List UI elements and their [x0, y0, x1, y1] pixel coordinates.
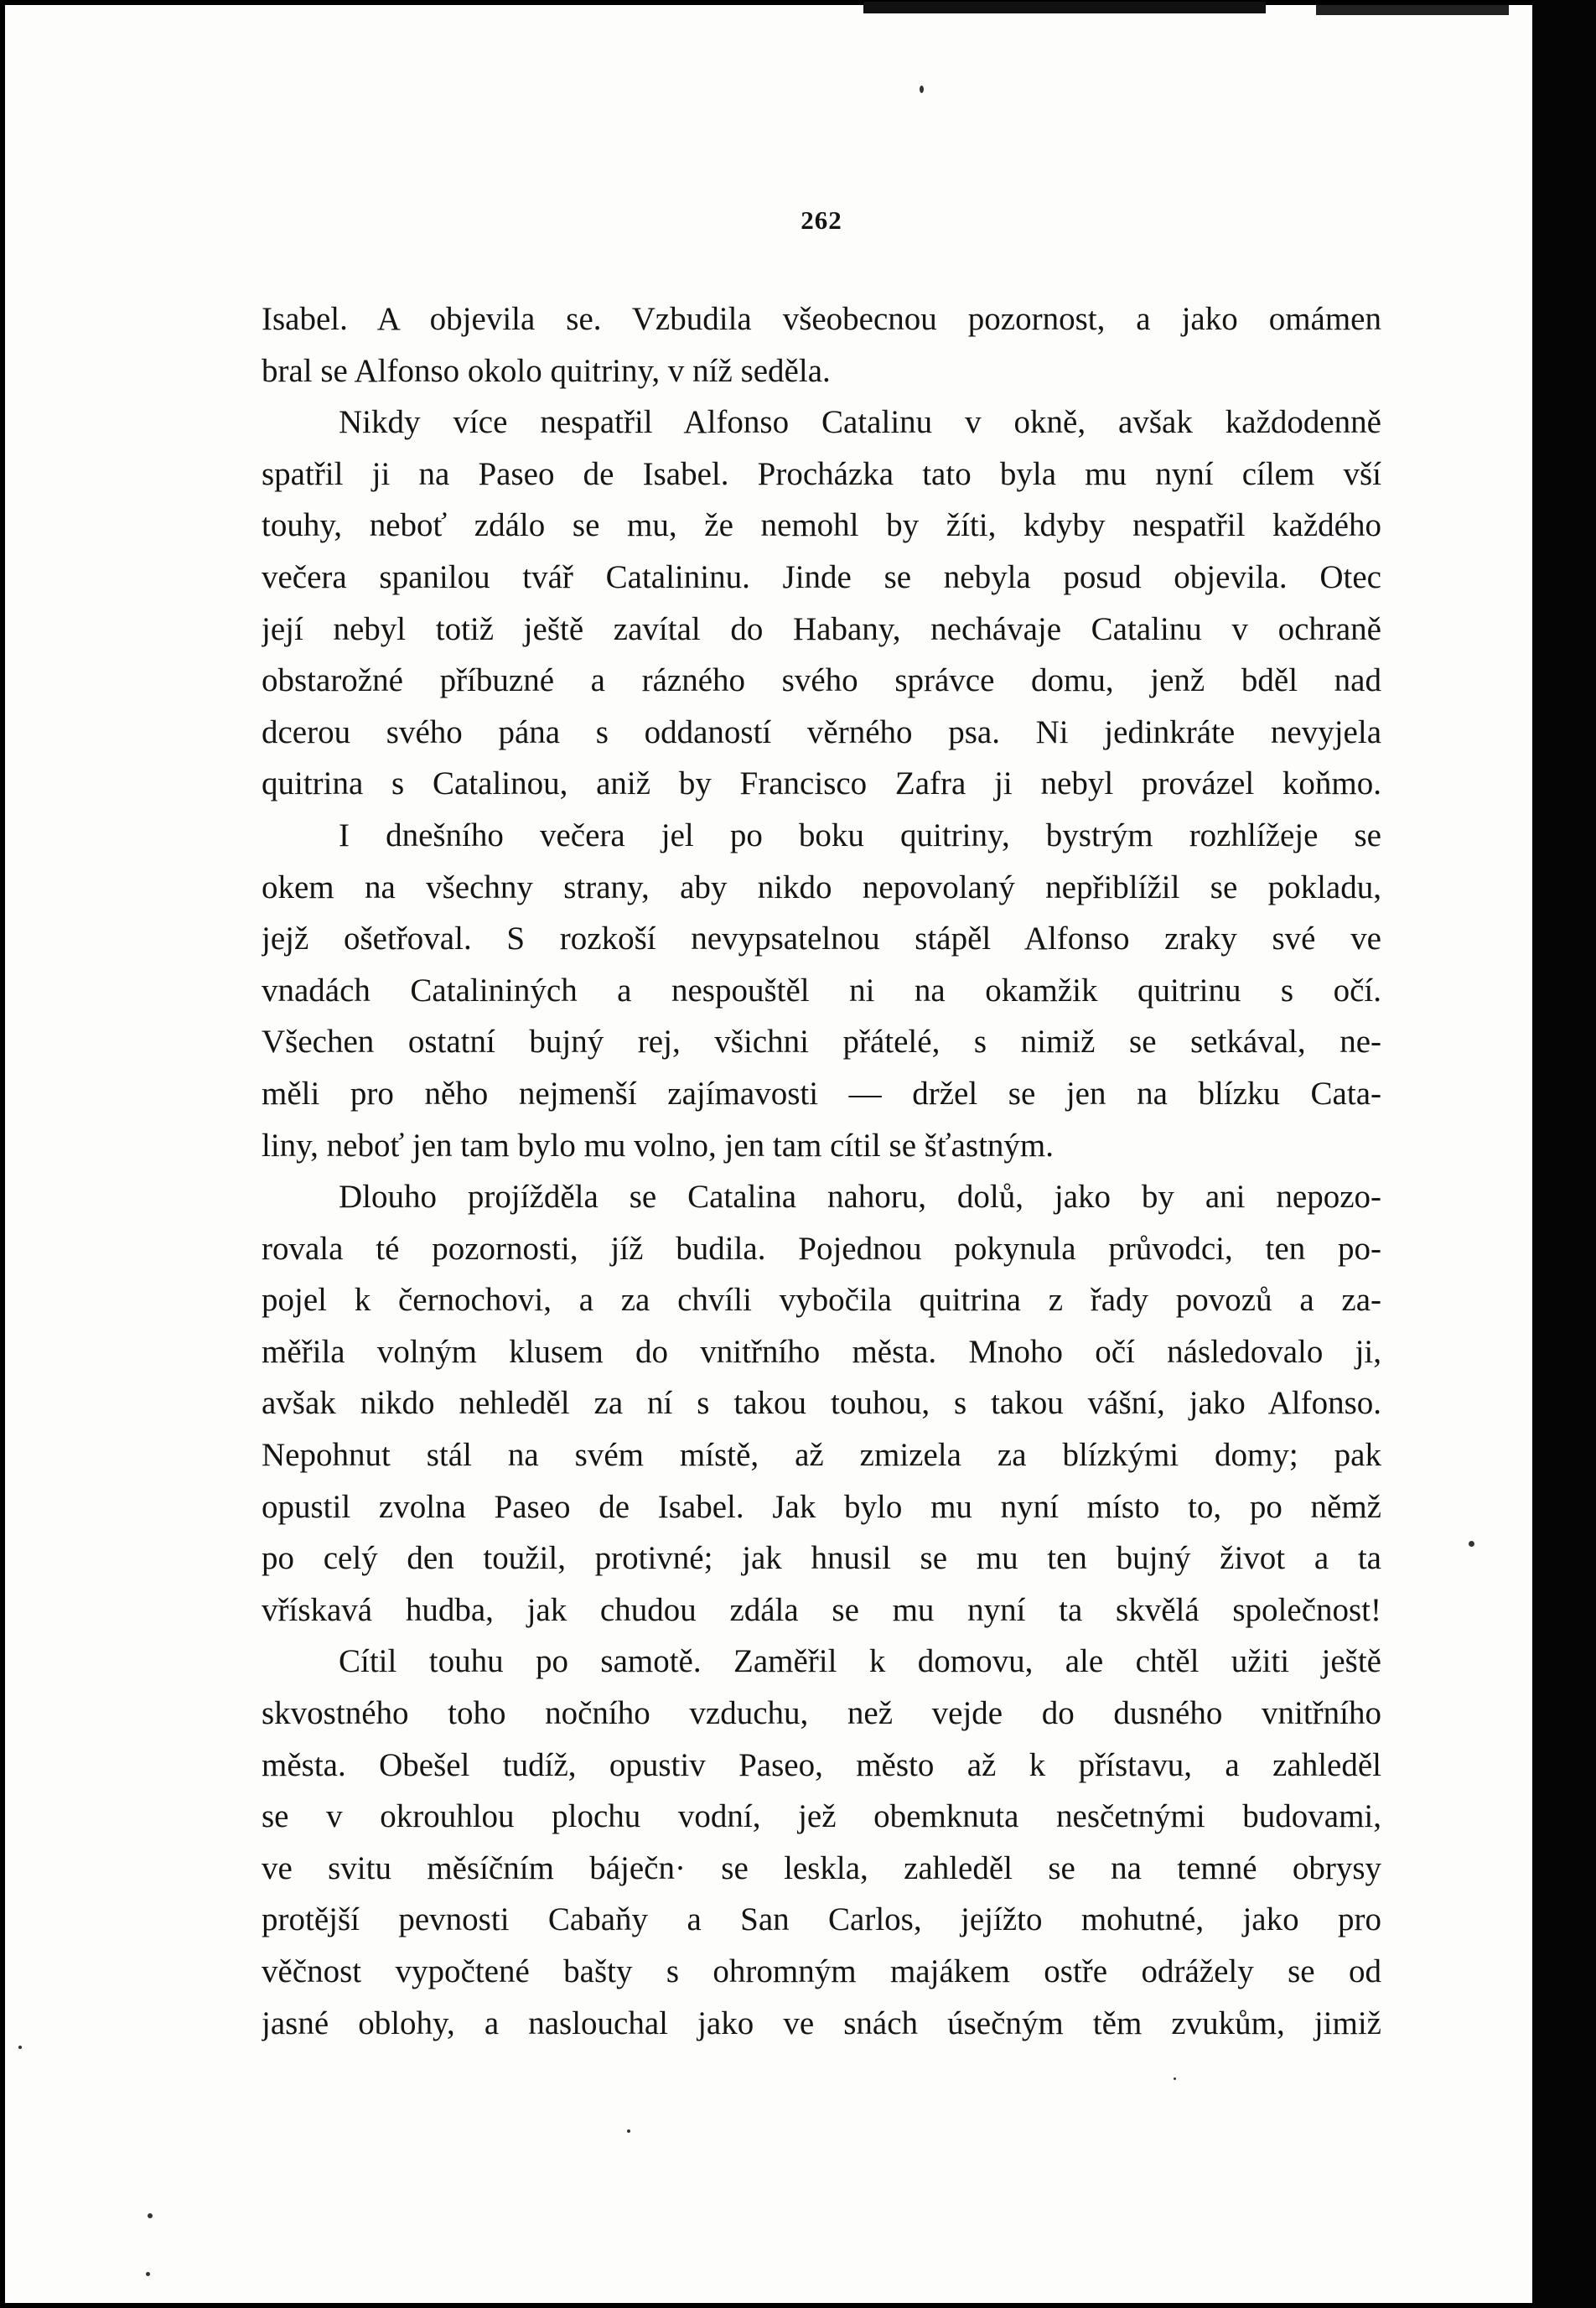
- text-line: její nebyl totiž ještě zavítal do Habany, nechávaje Catalinu v ochraně: [262, 610, 1381, 647]
- paper-speck: [1469, 1541, 1474, 1547]
- text-line: opustil zvolna Paseo de Isabel. Jak bylo mu nyní místo to, po němž: [262, 1488, 1381, 1525]
- scan-edge-mark: [863, 2, 1266, 13]
- text-line: vřískavá hudba, jak chudou zdála se mu nyní ta skvělá společnost!: [262, 1591, 1381, 1628]
- text-line: se v okrouhlou plochu vodní, jež obemknuta nesčetnými budovami,: [262, 1798, 1381, 1835]
- paper-speck: [148, 2213, 153, 2218]
- text-line: jasné oblohy, a naslouchal jako ve snách úsečným těm zvukům, jimiž: [262, 2005, 1381, 2041]
- text-line: Všechen ostatní bujný rej, všichni přátelé, s nimiž se setkával, ne-: [262, 1024, 1381, 1061]
- text-line: liny, neboť jen tam bylo mu volno, jen tam cítil se šťastným.: [262, 1127, 1054, 1164]
- text-line: dcerou svého pána s oddaností věrného psa. Ni jedinkráte nevyjela: [262, 713, 1381, 750]
- text-line: věčnost vypočtené bašty s ohromným majákem ostře odrážely se od: [262, 1953, 1381, 1989]
- text-line: rovala té pozornosti, jíž budila. Pojednou pokynula průvodci, ten po-: [262, 1230, 1381, 1267]
- text-line: měli pro něho nejmenší zajímavosti — držel se jen na blízku Cata-: [262, 1075, 1381, 1112]
- text-line: spatřil ji na Paseo de Isabel. Procházka tato byla mu nyní cílem vší: [262, 455, 1381, 492]
- paper-speck: [146, 2272, 150, 2276]
- text-line: protější pevnosti Cabaňy a San Carlos, jejížto mohutné, jako pro: [262, 1901, 1381, 1938]
- scan-edge: [1532, 0, 1596, 2308]
- text-line: Dlouho projížděla se Catalina nahoru, dolů, jako by ani nepozo-: [339, 1179, 1381, 1216]
- text-line: okem na všechny strany, aby nikdo nepovolaný nepřiblížil se pokladu,: [262, 869, 1381, 905]
- paper-speck: [1174, 2077, 1176, 2080]
- text-line: po celý den toužil, protivné; jak hnusil se mu ten bujný život a ta: [262, 1540, 1381, 1577]
- page-number: 262: [801, 205, 842, 235]
- text-line: měřila volným klusem do vnitřního města. Mnoho očí následovalo ji,: [262, 1333, 1381, 1370]
- text-line: večera spanilou tvář Catalininu. Jinde se nebyla posud objevila. Otec: [262, 558, 1381, 595]
- paper-speck: [18, 2046, 22, 2049]
- text-line: quitrina s Catalinou, aniž by Francisco Zafra ji nebyl provázel koňmo.: [262, 765, 1381, 802]
- text-line: obstarožné příbuzné a rázného svého správce domu, jenž bděl nad: [262, 662, 1381, 699]
- text-line: ve svitu měsíčním báječn· se leskla, zahleděl se na temné obrysy: [262, 1849, 1381, 1886]
- body-text: [262, 293, 1381, 2049]
- paper-speck: [920, 86, 924, 93]
- text-line: Nepohnut stál na svém místě, až zmizela za blízkými domy; pak: [262, 1437, 1381, 1474]
- text-line: bral se Alfonso okolo quitriny, v níž seděla.: [262, 352, 831, 389]
- text-line: města. Obešel tudíž, opustiv Paseo, město až k přístavu, a zahleděl: [262, 1746, 1381, 1783]
- text-line: skvostného toho nočního vzduchu, než vejde do dusného vnitřního: [262, 1695, 1381, 1732]
- text-line: pojel k černochovi, a za chvíli vybočila quitrina z řady povozů a za-: [262, 1282, 1381, 1319]
- text-line: vnadách Catalininých a nespouštěl ni na okamžik quitrinu s očí.: [262, 972, 1381, 1009]
- text-line: touhy, neboť zdálo se mu, že nemohl by žíti, kdyby nespatřil každého: [262, 507, 1381, 544]
- text-line: I dnešního večera jel po boku quitriny, bystrým rozhlížeje se: [339, 817, 1381, 853]
- scan-edge-mark: [1316, 5, 1509, 15]
- paper-speck: [627, 2129, 630, 2133]
- text-line: Isabel. A objevila se. Vzbudila všeobecnou pozornost, a jako omámen: [262, 301, 1381, 337]
- text-line: avšak nikdo nehleděl za ní s takou touhou, s takou vášní, jako Alfonso.: [262, 1385, 1381, 1422]
- text-line: jejž ošetřoval. S rozkoší nevypsatelnou stápěl Alfonso zraky své ve: [262, 921, 1381, 957]
- text-line: Cítil touhu po samotě. Zaměřil k domovu, ale chtěl užiti ještě: [339, 1643, 1381, 1680]
- text-line: Nikdy více nespatřil Alfonso Catalinu v okně, avšak každodenně: [339, 404, 1381, 441]
